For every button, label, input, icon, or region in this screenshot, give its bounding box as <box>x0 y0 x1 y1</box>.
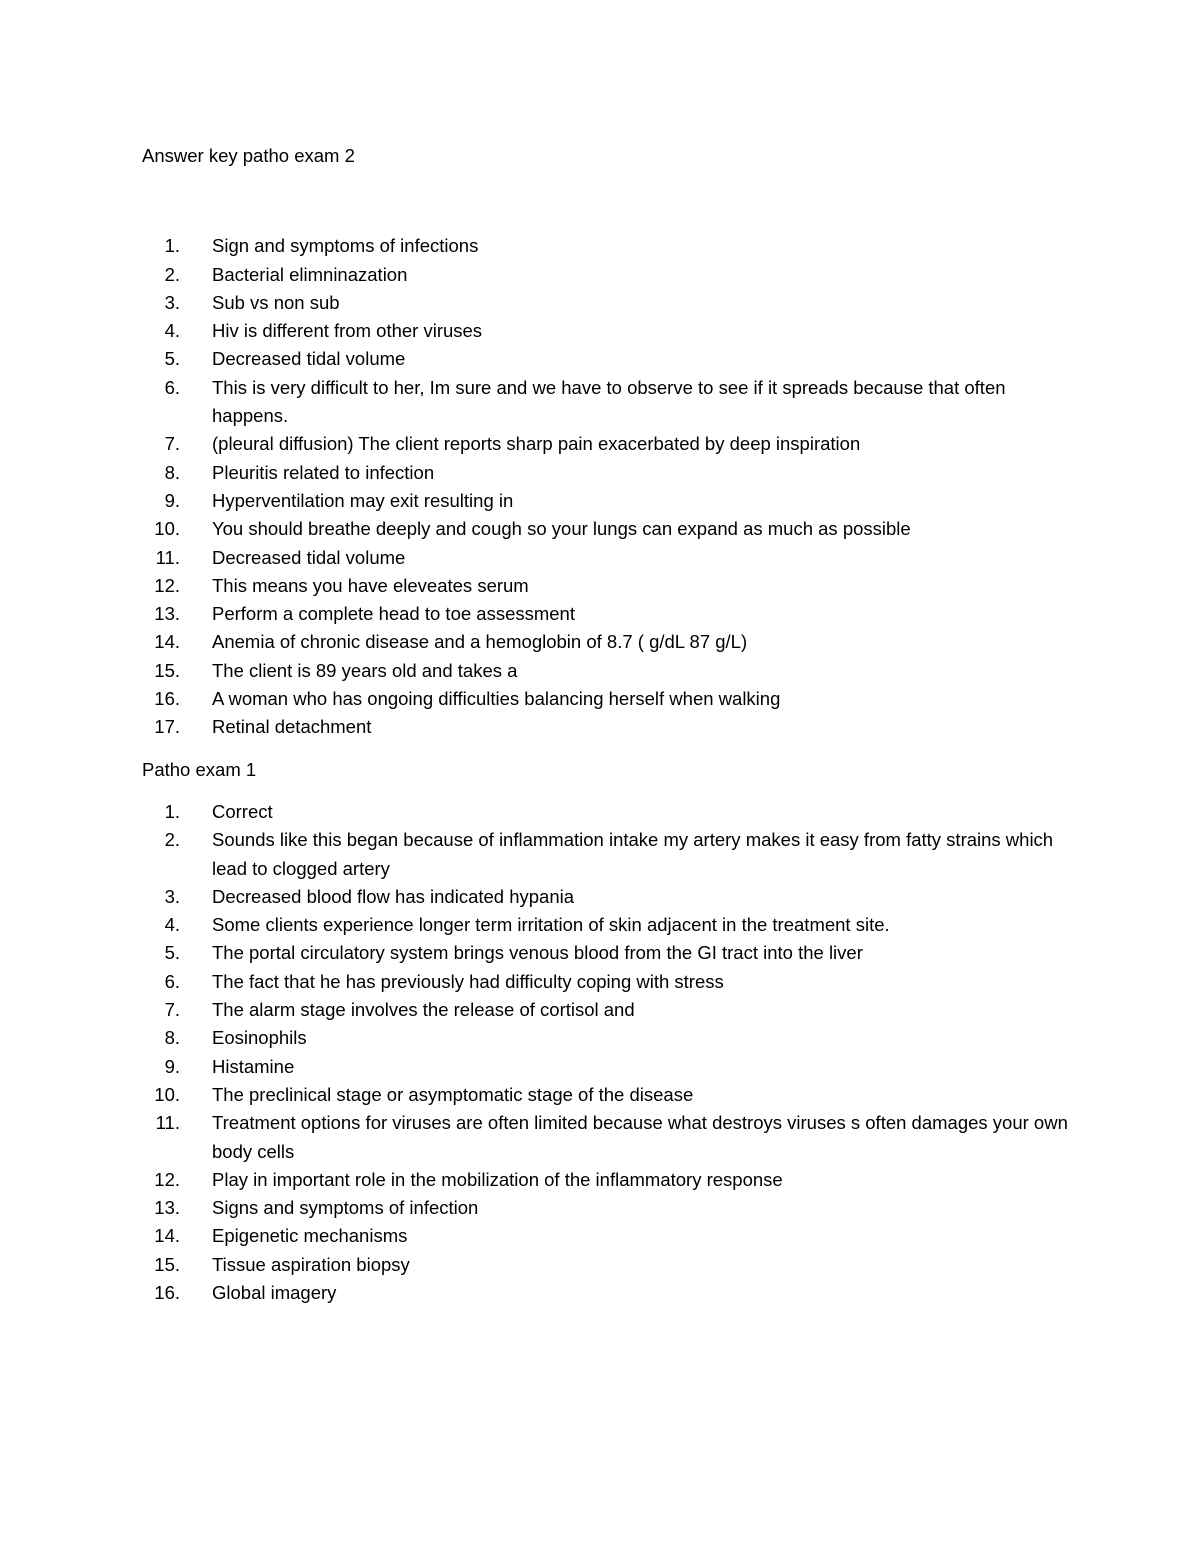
list-item <box>142 1024 1072 1052</box>
item-number: 8. <box>164 461 180 483</box>
item-number: 4. <box>164 914 180 936</box>
answer-list-exam-1 <box>142 798 1072 1307</box>
section-title-exam-2: Answer key patho exam 2 <box>142 145 355 166</box>
item-number: 12. <box>154 1168 180 1190</box>
list-item <box>142 232 1072 260</box>
list-item <box>142 968 1072 996</box>
list-item <box>142 1109 1072 1166</box>
list-item <box>142 1053 1072 1081</box>
list-item <box>142 1081 1072 1109</box>
item-text: Eosinophils <box>212 1027 307 1049</box>
list-item <box>142 600 1072 628</box>
item-text: Hiv is different from other viruses <box>212 320 483 342</box>
list-item <box>142 459 1072 487</box>
item-text: Sounds like this began because of inflammation intake my artery makes it easy from fatty strains which lead to clogged artery <box>212 829 1054 879</box>
list-item <box>142 572 1072 600</box>
item-number: 3. <box>164 885 180 907</box>
item-number: 8. <box>164 1027 180 1049</box>
item-number: 6. <box>164 970 180 992</box>
item-text: Epigenetic mechanisms <box>212 1225 408 1247</box>
section-title-exam-1: Patho exam 1 <box>142 758 257 780</box>
item-text: Bacterial elimninazation <box>212 263 408 285</box>
item-text: Tissue aspiration biopsy <box>212 1253 410 1275</box>
item-number: 1. <box>164 235 180 257</box>
item-text: Play in important role in the mobilization of the inflammatory response <box>212 1168 783 1190</box>
answer-list-exam-2 <box>142 232 1072 741</box>
item-number: 17. <box>154 716 180 738</box>
item-number: 6. <box>164 376 180 398</box>
item-text: Signs and symptoms of infection <box>212 1197 479 1219</box>
item-text: The portal circulatory system brings venous blood from the GI tract into the liver <box>212 942 863 964</box>
list-item <box>142 939 1072 967</box>
item-number: 13. <box>154 1197 180 1219</box>
list-item <box>142 1251 1072 1279</box>
item-number: 12. <box>154 574 180 596</box>
item-number: 11. <box>155 546 180 568</box>
item-text: Some clients experience longer term irritation of skin adjacent in the treatment site. <box>212 914 890 936</box>
item-number: 7. <box>164 433 180 455</box>
list-item <box>142 1166 1072 1194</box>
item-text: The preclinical stage or asymptomatic stage of the disease <box>212 1083 694 1105</box>
item-number: 16. <box>154 1281 180 1303</box>
item-text: Correct <box>212 800 273 822</box>
list-item <box>142 996 1072 1024</box>
list-item <box>142 628 1072 656</box>
item-text: Histamine <box>212 1055 295 1077</box>
item-text: A woman who has ongoing difficulties balancing herself when walking <box>212 688 781 710</box>
item-number: 15. <box>154 659 180 681</box>
list-item <box>142 883 1072 911</box>
list-item <box>142 911 1072 939</box>
list-item <box>142 430 1072 458</box>
item-text: Treatment options for viruses are often limited because what destroys viruses s often damages your own body cells <box>212 1112 1068 1162</box>
item-text: Hyperventilation may exit resulting in <box>212 489 514 511</box>
item-number: 5. <box>164 348 180 370</box>
list-item <box>142 515 1072 543</box>
list-item <box>142 544 1072 572</box>
item-number: 10. <box>154 518 180 540</box>
list-item <box>142 1279 1072 1307</box>
item-number: 5. <box>164 942 180 964</box>
item-text: The fact that he has previously had difficulty coping with stress <box>212 970 724 992</box>
item-number: 11. <box>155 1112 180 1134</box>
item-number: 9. <box>164 1055 180 1077</box>
item-number: 15. <box>154 1253 180 1275</box>
item-text: Perform a complete head to toe assessment <box>212 603 575 625</box>
list-item <box>142 685 1072 713</box>
list-item <box>142 713 1072 741</box>
item-number: 9. <box>164 489 180 511</box>
list-item <box>142 345 1072 373</box>
item-text: You should breathe deeply and cough so your lungs can expand as much as possible <box>212 518 911 540</box>
item-text: The alarm stage involves the release of cortisol and <box>212 999 635 1021</box>
item-text: Global imagery <box>212 1281 337 1303</box>
document-body <box>142 142 1072 1307</box>
item-number: 14. <box>154 631 180 653</box>
item-number: 4. <box>164 320 180 342</box>
list-item <box>142 289 1072 317</box>
list-item <box>142 826 1072 883</box>
item-text: Decreased tidal volume <box>212 546 406 568</box>
item-text: This means you have eleveates serum <box>212 574 529 596</box>
item-text: Decreased blood flow has indicated hypania <box>212 885 575 907</box>
item-number: 2. <box>164 829 180 851</box>
item-number: 1. <box>164 800 180 822</box>
list-item <box>142 261 1072 289</box>
item-text: Decreased tidal volume <box>212 348 406 370</box>
item-text: Retinal detachment <box>212 716 372 738</box>
list-item <box>142 1222 1072 1250</box>
item-text: Pleuritis related to infection <box>212 461 435 483</box>
list-item <box>142 487 1072 515</box>
list-item <box>142 1194 1072 1222</box>
item-number: 13. <box>154 603 180 625</box>
item-number: 7. <box>164 999 180 1021</box>
item-text: Anemia of chronic disease and a hemoglobin of 8.7 ( g/dL 87 g/L) <box>212 631 748 653</box>
list-item <box>142 374 1072 431</box>
list-item <box>142 317 1072 345</box>
item-text: Sub vs non sub <box>212 291 340 313</box>
item-text: Sign and symptoms of infections <box>212 235 479 257</box>
item-number: 2. <box>164 263 180 285</box>
item-text: This is very difficult to her, Im sure and we have to observe to see if it spreads because that often happens. <box>212 376 1006 427</box>
item-text: (pleural diffusion) The client reports sharp pain exacerbated by deep inspiration <box>212 433 861 455</box>
list-item <box>142 657 1072 685</box>
item-number: 16. <box>154 688 180 710</box>
list-item <box>142 798 1072 826</box>
item-text: The client is 89 years old and takes a <box>212 659 518 681</box>
item-number: 14. <box>154 1225 180 1247</box>
item-number: 10. <box>154 1083 180 1105</box>
item-number: 3. <box>164 291 180 313</box>
